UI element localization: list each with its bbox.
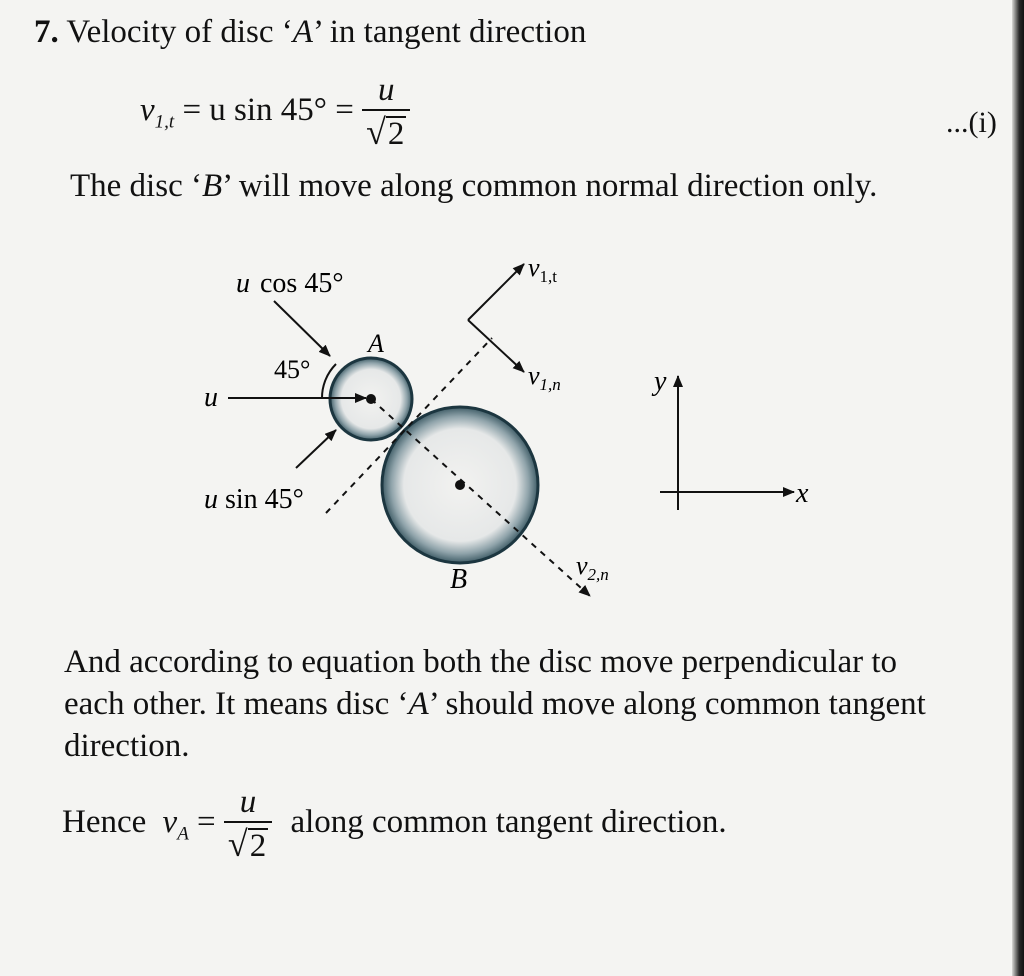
- equation-tag: ...(i): [946, 106, 997, 139]
- paragraph-2-line-1: And according to equation both the disc move perpendicular to: [64, 644, 898, 680]
- para1-disc: B: [201, 168, 223, 204]
- label-v1t: $v_{1,t}$: [528, 253, 558, 286]
- conclusion-numerator: u: [239, 784, 257, 820]
- label-x: x: [796, 478, 809, 509]
- label-v2n: $v_{2,n}$: [576, 551, 609, 584]
- heading-disc: A: [292, 14, 313, 50]
- eq1-numerator: u: [378, 72, 395, 108]
- conclusion-lhs-sub: A: [177, 823, 189, 845]
- eq1-lhs: v: [140, 92, 155, 129]
- u-cos-arrow: [274, 301, 330, 356]
- paragraph-2-line-3: direction.: [64, 728, 190, 764]
- conclusion: [62, 784, 727, 865]
- heading-number: 7.: [34, 14, 59, 50]
- paragraph-2-line-2: each other. It means disc ‘A’ should move along common tangent: [64, 686, 926, 722]
- eq1-denominator: 2: [387, 116, 405, 152]
- label-u-cos: u: [236, 268, 250, 299]
- conclusion-eq: =: [197, 804, 216, 841]
- v1n-arrow: [468, 320, 524, 372]
- eq1-lhs-sub: 1,t: [154, 111, 175, 133]
- label-u-cos-rest: cos 45°: [260, 268, 344, 299]
- para2-disc: A: [408, 686, 429, 722]
- heading-text-pre: Velocity of disc ‘: [66, 14, 293, 50]
- label-v1n: $v_{1,n}$: [528, 361, 561, 394]
- label-45: 45°: [274, 355, 311, 384]
- u-sin-arrow: [296, 430, 336, 468]
- label-y: y: [654, 366, 667, 397]
- conclusion-denominator: 2: [249, 828, 267, 864]
- v1t-arrow: [468, 264, 524, 320]
- eq1-mid: = u sin 45° =: [182, 92, 354, 129]
- conclusion-fraction: [224, 784, 272, 865]
- conclusion-post: along common tangent direction.: [290, 804, 727, 841]
- label-a: A: [368, 329, 384, 358]
- label-u-sin: u sin 45°: [204, 484, 304, 515]
- heading-text-post: ’ in tangent direction: [312, 14, 587, 50]
- label-b: B: [450, 564, 468, 595]
- conclusion-pre: Hence: [62, 804, 147, 841]
- paragraph-1: The disc ‘B’ will move along common normal direction only.: [70, 168, 878, 204]
- sqrt-symbol: √2: [366, 112, 405, 152]
- label-u: u: [204, 382, 218, 413]
- sqrt-symbol: √2: [227, 824, 267, 864]
- conclusion-lhs: v: [162, 804, 178, 841]
